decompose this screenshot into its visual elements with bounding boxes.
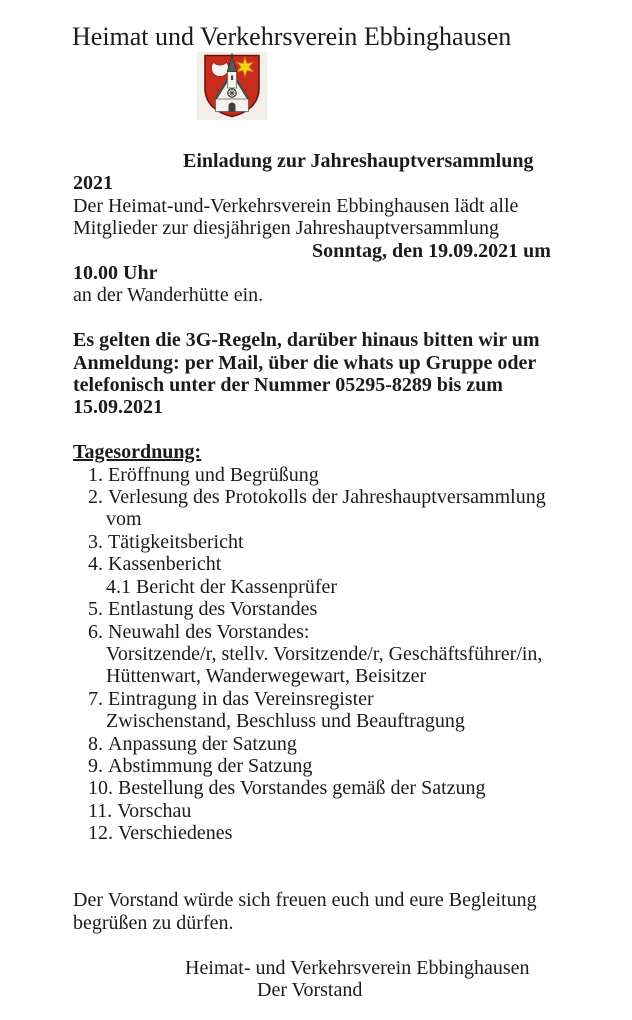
agenda-item-6: 6. Neuwahl des Vorstandes: — [88, 620, 310, 643]
notice-line1: Es gelten die 3G-Regeln, darüber hinaus bitten wir um — [73, 329, 540, 352]
notice-line2: Anmeldung: per Mail, über die whats up Gruppe oder — [73, 351, 537, 374]
agenda-item-2: 2. Verlesung des Protokolls der Jahreshauptversammlung — [88, 486, 546, 509]
agenda-item-12: 12. Verschiedenes — [88, 822, 233, 845]
agenda-item-5: 5. Entlastung des Vorstandes — [88, 598, 318, 621]
page-title: Heimat und Verkehrsverein Ebbinghausen — [72, 22, 512, 51]
agenda-item-6-cont1: Vorsitzende/r, stellv. Vorsitzende/r, Geschäftsführer/in, — [106, 642, 543, 665]
agenda-item-11: 11. Vorschau — [88, 799, 192, 822]
agenda-item-4-sub: 4.1 Bericht der Kassenprüfer — [106, 575, 338, 598]
letter-body — [0, 150, 632, 1001]
agenda-item-2-cont: vom — [106, 508, 142, 531]
agenda-item-3: 3. Tätigkeitsbericht — [88, 530, 244, 553]
spacer — [0, 307, 632, 329]
agenda-item-9: 9. Abstimmung der Satzung — [88, 754, 313, 777]
agenda-item-1: 1. Eröffnung und Begrüßung — [88, 463, 319, 486]
club-crest — [197, 52, 267, 120]
agenda-item-7-cont: Zwischenstand, Beschluss und Beauftragung — [106, 710, 465, 733]
invitation-location-line: an der Wanderhütte ein. — [73, 284, 264, 307]
invitation-heading-line2: 2021 — [73, 172, 113, 195]
signature-board-line: Der Vorstand — [257, 978, 363, 1001]
agenda-item-10: 10. Bestellung des Vorstandes gemäß der Satzung — [88, 777, 486, 800]
agenda-heading: Tagesordnung: — [73, 441, 202, 464]
invitation-heading-line1: Einladung zur Jahreshauptversammlung — [183, 150, 534, 172]
invitation-body-line2: Mitglieder zur diesjährigen Jahreshauptversammlung — [73, 217, 499, 240]
notice-line3: telefonisch unter der Nummer 05295-8289 bis zum — [73, 374, 503, 397]
agenda-item-7: 7. Eintragung in das Vereinsregister — [88, 687, 374, 710]
spacer — [0, 867, 632, 889]
invitation-body-line1: Der Heimat-und-Verkehrsverein Ebbinghausen lädt alle — [73, 194, 519, 217]
spacer — [0, 419, 632, 441]
notice-line4: 15.09.2021 — [73, 396, 163, 419]
crest-icon — [197, 52, 267, 120]
signature-org-line: Heimat- und Verkehrsverein Ebbinghausen — [185, 956, 530, 979]
invitation-date-line: Sonntag, den 19.09.2021 um — [312, 239, 551, 262]
spacer — [0, 934, 632, 956]
invitation-time-line: 10.00 Uhr — [73, 262, 158, 285]
agenda-item-8: 8. Anpassung der Satzung — [88, 732, 297, 755]
agenda-item-6-cont2: Hüttenwart, Wanderwegewart, Beisitzer — [106, 665, 427, 688]
closing-line1: Der Vorstand würde sich freuen euch und eure Begleitung — [73, 889, 537, 912]
spacer — [0, 845, 632, 867]
agenda-item-4: 4. Kassenbericht — [88, 553, 222, 576]
closing-line2: begrüßen zu dürfen. — [73, 911, 234, 934]
